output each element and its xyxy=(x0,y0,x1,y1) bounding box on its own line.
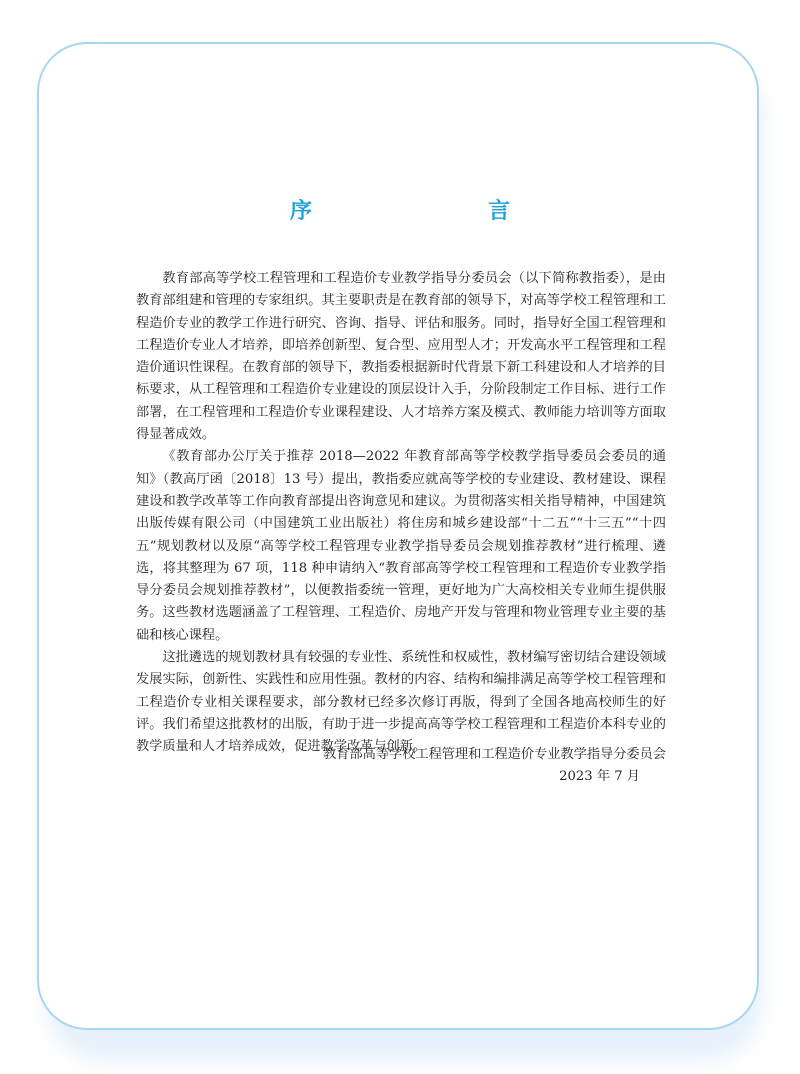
preface-body xyxy=(136,268,666,759)
signature: 教育部高等学校工程管理和工程造价专业教学指导分委员会 xyxy=(323,747,666,762)
paragraph-1: 教育部高等学校工程管理和工程造价专业教学指导分委员会（以下简称教指委），是由教育部组建和管理的专家组织。其主要职责是在教育部的领导下，对高等学校工程管理和工程造价专业的教学工作进行研究、咨询、指导、评估和服务。同时，指导好全国工程管理和工程造价专业人才培养，即培养创新型、复合型、应用型人才；开发高水平工程管理和工程造价通识性课程。在教育部的领导下，教指委根据新时代背景下新工科建设和人才培养的目标要求，从工程管理和工程造价专业建设的顶层设计入手，分阶段制定工作目标、进行工作部署，在工程管理和工程造价专业课程建设、人才培养方案及模式、教师能力培训等方面取得显著成效。 xyxy=(136,271,666,443)
paragraph-3: 这批遴选的规划教材具有较强的专业性、系统性和权威性，教材编写密切结合建设领域发展实际，创新性、实践性和应用性强。教材的内容、结构和编排满足高等学校工程管理和工程造价专业相关课程要求，部分教材已经多次修订再版，得到了全国各地高校师生的好评。我们希望这批教材的出版，有助于进一步提高高等学校工程管理和工程造价本科专业的教学质量和人才培养成效，促进教学改革与创新。 xyxy=(136,650,666,755)
date: 2023 年 7 月 xyxy=(559,769,640,785)
signoff xyxy=(136,744,666,789)
page-title: 序 言 xyxy=(289,198,554,224)
paragraph-2: 《教育部办公厅关于推荐 2018—2022 年教育部高等学校教学指导委员会委员的通知》（教高厅函〔2018〕13 号）提出，教指委应就高等学校的专业建设、教材建设、课程建设和教学改革等工作向教育部提出咨询意见和建议。为贯彻落实相关指导精神，中国建筑出版传媒有限公司（中国建筑工业出版社）将住房和城乡建设部“十二五”“十三五”“十四五”规划教材以及原“高等学校工程管理专业教学指导委员会规划推荐教材”进行梳理、遴选，将其整理为 67 项，118 种申请纳入“教育部高等学校工程管理和工程造价专业教学指导分委员会规划推荐教材”，以便教指委统一管理，更好地为广大高校相关专业师生提供服务。这些教材选题涵盖了工程管理、工程造价、房地产开发与管理和物业管理专业主要的基础和核心课程。 xyxy=(136,449,666,643)
